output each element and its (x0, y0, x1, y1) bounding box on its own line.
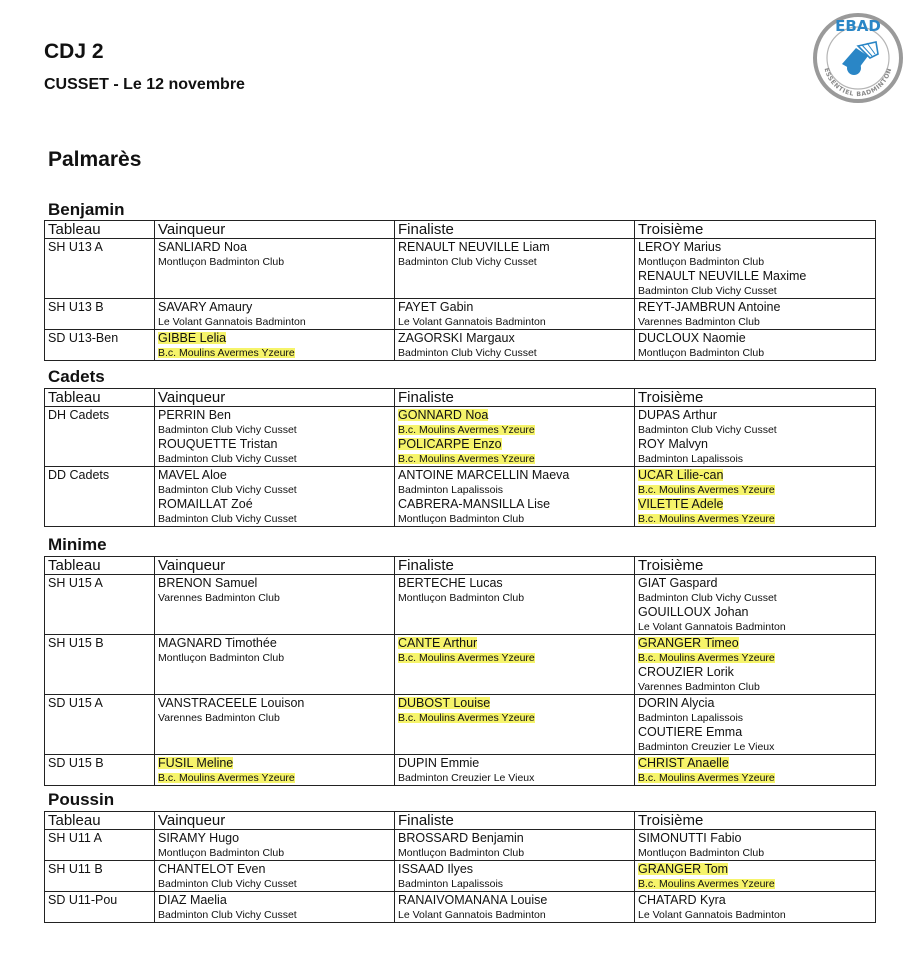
club-name: Montluçon Badminton Club (638, 255, 765, 268)
player-name (638, 862, 872, 877)
player-name: CROUZIER Lorik (638, 665, 734, 679)
vainqueur-cell (155, 635, 395, 695)
name-highlight: FUSIL Meline (158, 756, 234, 770)
player-name: MAGNARD Timothée (158, 636, 277, 650)
vainqueur-cell (155, 830, 395, 861)
entry (638, 468, 872, 497)
table-row (45, 755, 876, 786)
player-name: ROMAILLAT Zoé (158, 497, 253, 511)
player-name: VANSTRACEELE Louison (158, 696, 305, 710)
name-highlight: UCAR Lilie-can (638, 468, 724, 482)
club-highlight: B.c. Moulins Avermes Yzeure (638, 483, 775, 496)
entry (638, 331, 872, 360)
column-header: Tableau (45, 389, 155, 407)
name-highlight: VILETTE Adele (638, 497, 724, 511)
table-header-row (45, 557, 876, 575)
entry (638, 576, 872, 605)
finaliste-cell (395, 635, 635, 695)
finaliste-cell (395, 892, 635, 923)
entry (638, 756, 872, 785)
tableau-cell: SH U15 A (45, 575, 155, 635)
entry (638, 725, 872, 754)
player-name: ISSAAD Ilyes (398, 862, 474, 876)
table-row (45, 239, 876, 299)
tableau-cell: SH U11 B (45, 861, 155, 892)
tableau-cell: SH U15 B (45, 635, 155, 695)
club-name: Montluçon Badminton Club (398, 512, 525, 525)
column-header: Vainqueur (155, 221, 395, 239)
troisieme-cell (635, 239, 876, 299)
results-table (44, 220, 876, 361)
table-row (45, 407, 876, 467)
club-name: Montluçon Badminton Club (398, 591, 525, 604)
entry (398, 893, 631, 922)
player-name: CHANTELOT Even (158, 862, 266, 876)
club-name: Le Volant Gannatois Badminton (398, 315, 546, 328)
player-name: LEROY Marius (638, 240, 722, 254)
club-name: Le Volant Gannatois Badminton (398, 908, 546, 921)
table-row (45, 892, 876, 923)
player-name: SANLIARD Noa (158, 240, 247, 254)
club-name (398, 452, 631, 467)
entry (398, 831, 631, 860)
category-heading: Minime (48, 535, 107, 554)
troisieme-cell (635, 755, 876, 786)
column-header: Troisième (635, 812, 876, 830)
player-name: RENAULT NEUVILLE Liam (398, 240, 550, 254)
player-name: SIMONUTTI Fabio (638, 831, 742, 845)
tableau-cell: SD U13-Ben (45, 330, 155, 361)
player-name (158, 331, 391, 346)
entry (638, 665, 872, 694)
player-name (398, 696, 631, 711)
entry (398, 240, 631, 269)
finaliste-cell (395, 861, 635, 892)
entry (638, 437, 872, 466)
player-name: GIAT Gaspard (638, 576, 718, 590)
entry (398, 437, 631, 466)
player-name: BERTECHE Lucas (398, 576, 503, 590)
entry (158, 240, 391, 269)
entry (398, 497, 631, 526)
player-name: DIAZ Maelia (158, 893, 227, 907)
club-name: Badminton Lapalissois (398, 483, 504, 496)
player-name (398, 408, 631, 423)
troisieme-cell (635, 861, 876, 892)
player-name: ZAGORSKI Margaux (398, 331, 515, 345)
club-name: Badminton Club Vichy Cusset (398, 346, 537, 359)
club-name (638, 877, 872, 892)
name-highlight: DUBOST Louise (398, 696, 491, 710)
column-header: Vainqueur (155, 812, 395, 830)
tableau-cell: SH U11 A (45, 830, 155, 861)
club-name: Badminton Lapalissois (638, 711, 744, 724)
club-highlight: B.c. Moulins Avermes Yzeure (638, 877, 775, 890)
finaliste-cell (395, 575, 635, 635)
table-row (45, 330, 876, 361)
name-highlight: GIBBE Lelia (158, 331, 227, 345)
table-row (45, 299, 876, 330)
entry (158, 756, 391, 785)
entry (158, 437, 391, 466)
column-header: Troisième (635, 557, 876, 575)
club-name: Le Volant Gannatois Badminton (638, 620, 786, 633)
entry (638, 696, 872, 725)
table-row (45, 575, 876, 635)
player-name: SAVARY Amaury (158, 300, 253, 314)
tableau-cell: DH Cadets (45, 407, 155, 467)
vainqueur-cell (155, 330, 395, 361)
club-name: Varennes Badminton Club (158, 711, 280, 724)
player-name (638, 468, 872, 483)
finaliste-cell (395, 695, 635, 755)
player-name: RANAIVOMANANA Louise (398, 893, 548, 907)
tableau-cell: SD U15 B (45, 755, 155, 786)
name-highlight: CANTE Arthur (398, 636, 478, 650)
entry (398, 408, 631, 437)
troisieme-cell (635, 635, 876, 695)
entry (158, 893, 391, 922)
results-table (44, 556, 876, 786)
vainqueur-cell (155, 892, 395, 923)
club-highlight: B.c. Moulins Avermes Yzeure (158, 771, 295, 784)
document-title: CDJ 2 (44, 40, 104, 63)
entry (638, 497, 872, 526)
club-highlight: B.c. Moulins Avermes Yzeure (398, 651, 535, 664)
vainqueur-cell (155, 575, 395, 635)
column-header: Tableau (45, 812, 155, 830)
club-name: Le Volant Gannatois Badminton (158, 315, 306, 328)
club-name: Varennes Badminton Club (638, 315, 760, 328)
vainqueur-cell (155, 755, 395, 786)
column-header: Finaliste (395, 557, 635, 575)
vainqueur-cell (155, 695, 395, 755)
club-highlight: B.c. Moulins Avermes Yzeure (398, 423, 535, 436)
table-header-row (45, 389, 876, 407)
troisieme-cell (635, 695, 876, 755)
category-heading: Cadets (48, 367, 105, 386)
entry (158, 300, 391, 329)
troisieme-cell (635, 575, 876, 635)
entry (398, 756, 631, 785)
player-name: GOUILLOUX Johan (638, 605, 749, 619)
finaliste-cell (395, 467, 635, 527)
club-name: Montluçon Badminton Club (158, 255, 285, 268)
club-name: Badminton Club Vichy Cusset (638, 284, 777, 297)
tableau-cell: DD Cadets (45, 467, 155, 527)
column-header: Tableau (45, 221, 155, 239)
player-name: REYT-JAMBRUN Antoine (638, 300, 781, 314)
entry (638, 408, 872, 437)
club-highlight: B.c. Moulins Avermes Yzeure (158, 346, 295, 359)
player-name: DORIN Alycia (638, 696, 715, 710)
player-name (398, 437, 631, 452)
table-row (45, 695, 876, 755)
club-name: Badminton Club Vichy Cusset (158, 512, 297, 525)
entry (158, 696, 391, 725)
club-name: Badminton Club Vichy Cusset (158, 877, 297, 890)
name-highlight: GONNARD Noa (398, 408, 489, 422)
club-name (638, 651, 872, 666)
entry (638, 893, 872, 922)
player-name: ROY Malvyn (638, 437, 708, 451)
player-name: ANTOINE MARCELLIN Maeva (398, 468, 570, 482)
club-name: Montluçon Badminton Club (638, 346, 765, 359)
tableau-cell: SD U15 A (45, 695, 155, 755)
name-highlight: CHRIST Anaelle (638, 756, 729, 770)
player-name (638, 636, 872, 651)
logo-ring-text: ESSENTIEL BADMINTON (822, 67, 894, 99)
entry (398, 636, 631, 665)
club-name: Varennes Badminton Club (638, 680, 760, 693)
player-name: DUCLOUX Naomie (638, 331, 746, 345)
troisieme-cell (635, 830, 876, 861)
player-name: DUPAS Arthur (638, 408, 717, 422)
club-name: Badminton Club Vichy Cusset (158, 483, 297, 496)
troisieme-cell (635, 467, 876, 527)
ebad-logo (812, 12, 904, 104)
table-header-row (45, 812, 876, 830)
tableau-cell: SD U11-Pou (45, 892, 155, 923)
club-name (158, 346, 391, 361)
entry (398, 862, 631, 891)
club-name (398, 711, 631, 726)
player-name: COUTIERE Emma (638, 725, 743, 739)
player-name: RENAULT NEUVILLE Maxime (638, 269, 807, 283)
club-name: Badminton Club Vichy Cusset (398, 255, 537, 268)
table-header-row (45, 221, 876, 239)
club-name: Badminton Lapalissois (638, 452, 744, 465)
entry (158, 862, 391, 891)
entry (398, 300, 631, 329)
entry (638, 605, 872, 634)
results-table (44, 811, 876, 923)
vainqueur-cell (155, 239, 395, 299)
club-name: Badminton Lapalissois (398, 877, 504, 890)
troisieme-cell (635, 330, 876, 361)
club-name (638, 483, 872, 498)
troisieme-cell (635, 407, 876, 467)
club-name: Badminton Club Vichy Cusset (158, 452, 297, 465)
player-name (158, 756, 391, 771)
club-name: Badminton Creuzier Le Vieux (398, 771, 535, 784)
entry (638, 269, 872, 298)
entry (638, 300, 872, 329)
name-highlight: POLICARPE Enzo (398, 437, 502, 451)
player-name: FAYET Gabin (398, 300, 474, 314)
club-name: Montluçon Badminton Club (158, 846, 285, 859)
column-header: Troisième (635, 389, 876, 407)
finaliste-cell (395, 830, 635, 861)
entry (158, 497, 391, 526)
player-name: BRENON Samuel (158, 576, 258, 590)
club-name (638, 771, 872, 786)
tableau-cell: SH U13 B (45, 299, 155, 330)
document-subtitle: CUSSET - Le 12 novembre (44, 76, 245, 93)
club-name (158, 771, 391, 786)
entry (398, 331, 631, 360)
entry (158, 408, 391, 437)
finaliste-cell (395, 299, 635, 330)
player-name (638, 756, 872, 771)
tableau-cell: SH U13 A (45, 239, 155, 299)
troisieme-cell (635, 299, 876, 330)
player-name: ROUQUETTE Tristan (158, 437, 278, 451)
category-heading: Benjamin (48, 200, 125, 219)
player-name (398, 636, 631, 651)
player-name (638, 497, 872, 512)
table-row (45, 861, 876, 892)
club-name: Le Volant Gannatois Badminton (638, 908, 786, 921)
vainqueur-cell (155, 299, 395, 330)
club-highlight: B.c. Moulins Avermes Yzeure (638, 651, 775, 664)
club-highlight: B.c. Moulins Avermes Yzeure (398, 452, 535, 465)
table-row (45, 467, 876, 527)
club-highlight: B.c. Moulins Avermes Yzeure (638, 771, 775, 784)
name-highlight: GRANGER Timeo (638, 636, 739, 650)
table-row (45, 830, 876, 861)
club-name: Badminton Creuzier Le Vieux (638, 740, 775, 753)
club-name: Badminton Club Vichy Cusset (158, 908, 297, 921)
entry (398, 696, 631, 725)
vainqueur-cell (155, 467, 395, 527)
troisieme-cell (635, 892, 876, 923)
vainqueur-cell (155, 407, 395, 467)
entry (398, 468, 631, 497)
entry (158, 636, 391, 665)
table-row (45, 635, 876, 695)
club-name: Montluçon Badminton Club (398, 846, 525, 859)
column-header: Vainqueur (155, 389, 395, 407)
category-heading: Poussin (48, 790, 115, 809)
entry (638, 636, 872, 665)
column-header: Finaliste (395, 389, 635, 407)
finaliste-cell (395, 407, 635, 467)
results-table (44, 388, 876, 527)
player-name: MAVEL Aloe (158, 468, 227, 482)
club-name: Montluçon Badminton Club (158, 651, 285, 664)
entry (158, 468, 391, 497)
column-header: Finaliste (395, 812, 635, 830)
logo-text: EBAD (835, 17, 881, 35)
club-name: Badminton Club Vichy Cusset (638, 423, 777, 436)
player-name: CHATARD Kyra (638, 893, 726, 907)
entry (158, 331, 391, 360)
entry (638, 831, 872, 860)
section-heading: Palmarès (48, 148, 142, 171)
finaliste-cell (395, 239, 635, 299)
club-name: Badminton Club Vichy Cusset (158, 423, 297, 436)
club-highlight: B.c. Moulins Avermes Yzeure (398, 711, 535, 724)
column-header: Tableau (45, 557, 155, 575)
club-highlight: B.c. Moulins Avermes Yzeure (638, 512, 775, 525)
club-name (638, 512, 872, 527)
entry (158, 576, 391, 605)
column-header: Vainqueur (155, 557, 395, 575)
entry (398, 576, 631, 605)
player-name: PERRIN Ben (158, 408, 231, 422)
name-highlight: GRANGER Tom (638, 862, 729, 876)
club-name: Montluçon Badminton Club (638, 846, 765, 859)
club-name: Badminton Club Vichy Cusset (638, 591, 777, 604)
vainqueur-cell (155, 861, 395, 892)
player-name: BROSSARD Benjamin (398, 831, 524, 845)
club-name: Varennes Badminton Club (158, 591, 280, 604)
entry (638, 240, 872, 269)
finaliste-cell (395, 755, 635, 786)
finaliste-cell (395, 330, 635, 361)
club-name (398, 651, 631, 666)
column-header: Finaliste (395, 221, 635, 239)
player-name: SIRAMY Hugo (158, 831, 240, 845)
player-name: CABRERA-MANSILLA Lise (398, 497, 551, 511)
entry (158, 831, 391, 860)
player-name: DUPIN Emmie (398, 756, 480, 770)
column-header: Troisième (635, 221, 876, 239)
entry (638, 862, 872, 891)
club-name (398, 423, 631, 438)
